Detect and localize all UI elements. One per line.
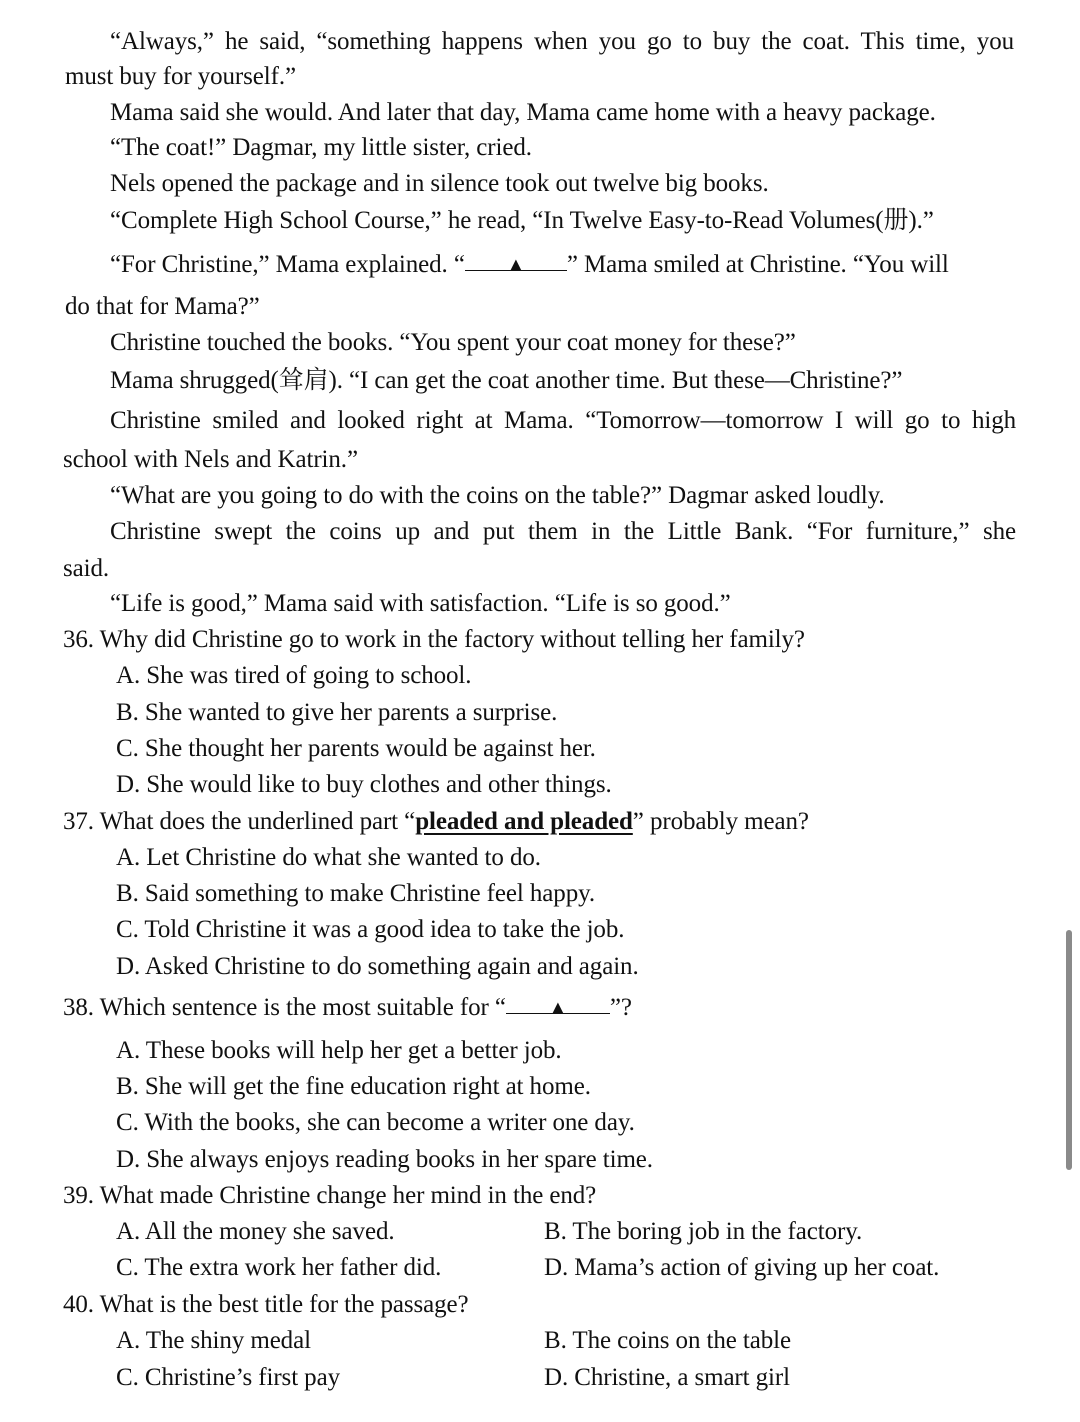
question-40-option-c: C. Christine’s first pay — [116, 1364, 340, 1391]
question-37-stem — [63, 805, 809, 839]
passage-line: Nels opened the package and in silence took out twelve big books. — [110, 170, 769, 197]
question-text: 37. What does the underlined part “ — [63, 808, 416, 835]
question-37-option-b: B. Said something to make Christine feel happy. — [116, 880, 596, 907]
passage-line: “The coat!” Dagmar, my little sister, cried. — [110, 134, 532, 161]
question-text: 38. Which sentence is the most suitable for “ — [63, 994, 506, 1021]
passage-line: Christine smiled and looked right at Mama. “Tomorrow—tomorrow I will go to high — [110, 407, 1016, 434]
passage-text: ” Mama smiled at Christine. “You will — [566, 251, 949, 278]
underlined-phrase: pleaded and pleaded — [415, 808, 633, 835]
question-39-option-b: B. The boring job in the factory. — [544, 1218, 863, 1245]
question-37-option-d: D. Asked Christine to do something again and again. — [116, 953, 639, 980]
triangle-marker-icon: ▲ — [506, 254, 525, 274]
passage-line-with-blank — [110, 248, 1016, 282]
passage-line: do that for Mama?” — [65, 293, 260, 320]
question-39-option-a: A. All the money she saved. — [116, 1218, 395, 1245]
question-40-option-b: B. The coins on the table — [544, 1327, 791, 1354]
question-text: ” probably mean? — [632, 808, 809, 835]
passage-line: “Complete High School Course,” he read, “In Twelve Easy-to-Read Volumes(册).” — [110, 207, 934, 234]
passage-line: “Always,” he said, “something happens when you go to buy the coat. This time, you — [110, 28, 1014, 55]
vertical-scrollbar[interactable] — [1066, 930, 1072, 1170]
passage-line: “What are you going to do with the coins on the table?” Dagmar asked loudly. — [110, 482, 885, 509]
question-38-option-a: A. These books will help her get a better job. — [116, 1037, 562, 1064]
answer-blank — [506, 991, 610, 1017]
question-40-stem: 40. What is the best title for the passage? — [63, 1291, 469, 1318]
question-40-option-d: D. Christine, a smart girl — [544, 1364, 790, 1391]
question-37-option-c: C. Told Christine it was a good idea to take the job. — [116, 916, 625, 943]
passage-line: “Life is good,” Mama said with satisfaction. “Life is so good.” — [110, 590, 731, 617]
answer-blank — [465, 248, 567, 274]
passage-line: Mama shrugged(耸肩). “I can get the coat another time. But these—Christine?” — [110, 367, 903, 394]
question-36-option-a: A. She was tired of going to school. — [116, 662, 472, 689]
question-36-stem: 36. Why did Christine go to work in the factory without telling her family? — [63, 626, 805, 653]
question-38-option-d: D. She always enjoys reading books in her spare time. — [116, 1146, 653, 1173]
question-39-stem: 39. What made Christine change her mind in the end? — [63, 1182, 597, 1209]
question-36-option-b: B. She wanted to give her parents a surprise. — [116, 699, 558, 726]
question-38-option-b: B. She will get the fine education right at home. — [116, 1073, 591, 1100]
passage-line: Mama said she would. And later that day, Mama came home with a heavy package. — [110, 99, 936, 126]
question-36-option-d: D. She would like to buy clothes and other things. — [116, 771, 612, 798]
passage-line: Christine swept the coins up and put them in the Little Bank. “For furniture,” she — [110, 518, 1016, 545]
question-39-option-d: D. Mama’s action of giving up her coat. — [544, 1254, 940, 1281]
triangle-marker-icon: ▲ — [548, 997, 567, 1017]
passage-line: said. — [63, 555, 110, 582]
question-38-stem — [63, 991, 632, 1025]
question-36-option-c: C. She thought her parents would be against her. — [116, 735, 596, 762]
passage-line: Christine touched the books. “You spent your coat money for these?” — [110, 329, 796, 356]
question-text: ”? — [609, 994, 632, 1021]
question-38-option-c: C. With the books, she can become a writer one day. — [116, 1109, 635, 1136]
passage-line: school with Nels and Katrin.” — [63, 446, 358, 473]
passage-line: must buy for yourself.” — [65, 63, 296, 90]
question-40-option-a: A. The shiny medal — [116, 1327, 311, 1354]
question-37-option-a: A. Let Christine do what she wanted to do. — [116, 844, 541, 871]
passage-text: “For Christine,” Mama explained. “ — [110, 251, 465, 278]
question-39-option-c: C. The extra work her father did. — [116, 1254, 442, 1281]
